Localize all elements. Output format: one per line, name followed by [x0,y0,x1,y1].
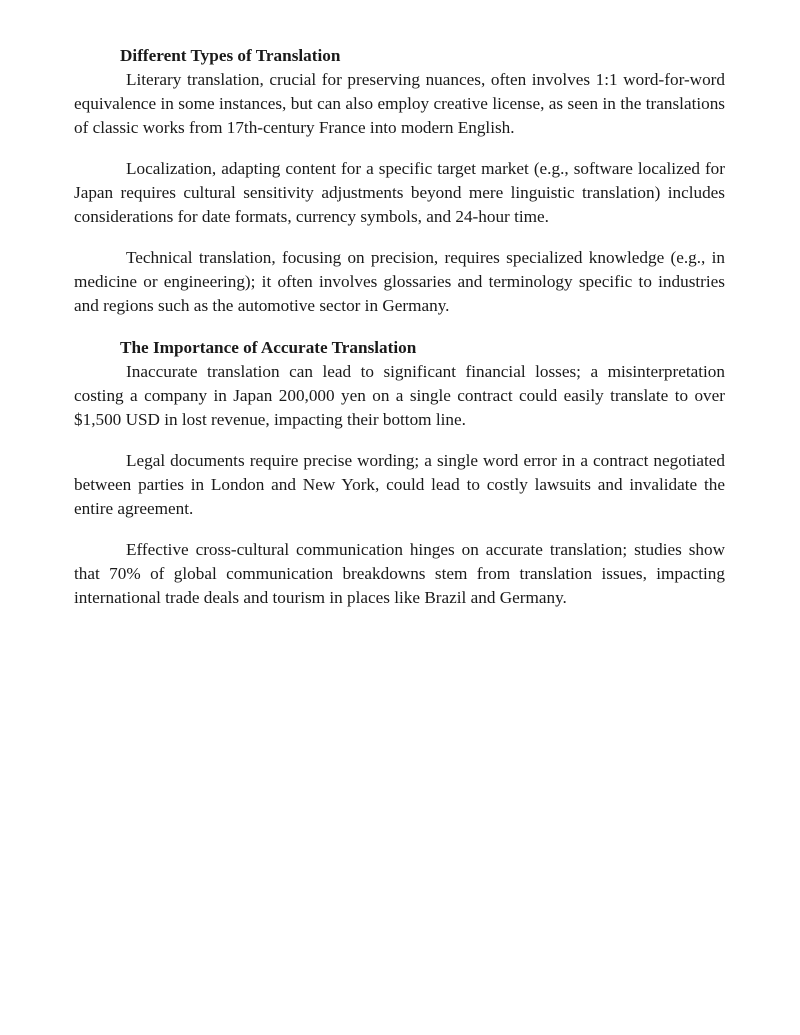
paragraph: Localization, adapting content for a specific target market (e.g., software localized for Japan requires cultural sensitivity adjustments beyond mere linguistic translation) includes considerations for date formats, currency symbols, and 24-hour time. [74,159,725,226]
paragraph: Effective cross-cultural communication hinges on accurate translation; studies show that 70% of global communication breakdowns stem from translation issues, impacting international trade deals and tourism in places like Brazil and Germany. [74,540,725,607]
paragraph: Technical translation, focusing on precision, requires specialized knowledge (e.g., in medicine or engineering); it often involves glossaries and terminology specific to industries and regions such as the automotive sector in Germany. [74,248,725,315]
paragraph: Legal documents require precise wording; a single word error in a contract negotiated between parties in London and New York, could lead to costly lawsuits and invalidate the entire agreement. [74,451,725,518]
section-importance-of-accurate-translation [74,336,725,610]
section-heading: The Importance of Accurate Translation [120,338,417,357]
paragraph: Inaccurate translation can lead to significant financial losses; a misinterpretation costing a company in Japan 200,000 yen on a single contract could easily translate to over $1,500 USD in lost revenue, impacting their bottom line. [74,362,725,429]
section-types-of-translation [74,44,725,318]
section-heading: Different Types of Translation [120,46,341,65]
document-page [74,44,725,627]
paragraph: Literary translation, crucial for preserving nuances, often involves 1:1 word-for-word equivalence in some instances, but can also employ creative license, as seen in the translations of classic works from 17th-century France into modern English. [74,70,725,137]
